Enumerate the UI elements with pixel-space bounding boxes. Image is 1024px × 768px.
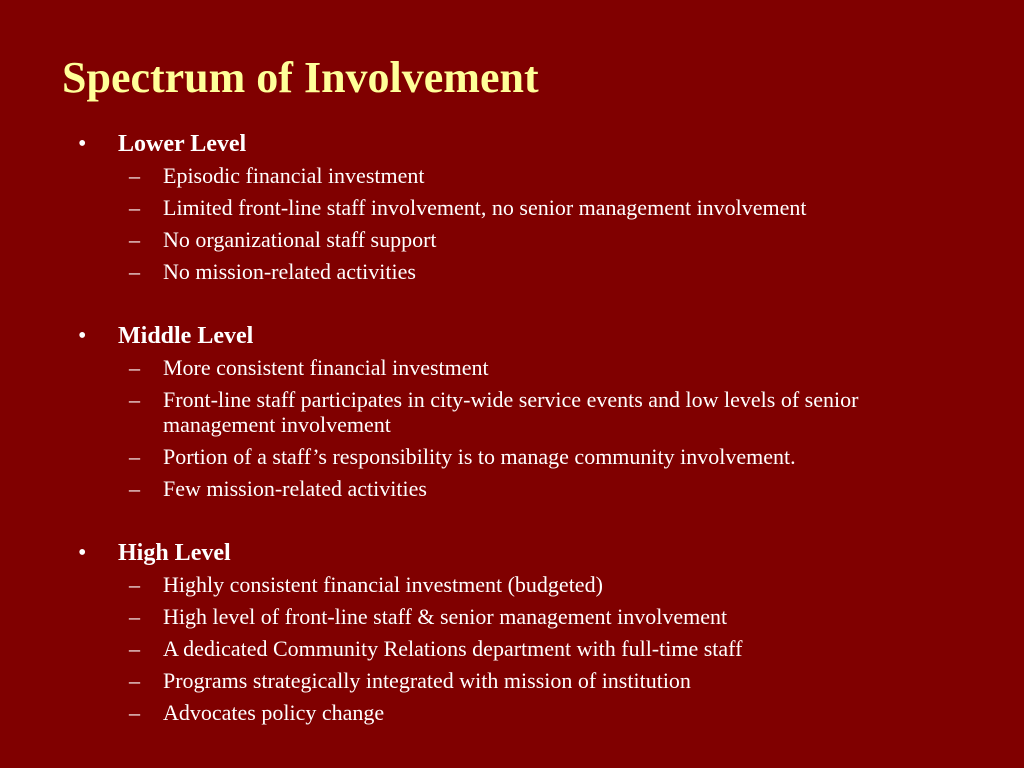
list-item-text: No organizational staff support	[163, 227, 437, 252]
dash-icon: –	[129, 476, 140, 501]
dash-icon: –	[129, 387, 140, 412]
list-item-text: Front-line staff participates in city-wide service events and low levels of senior management involvement	[163, 387, 859, 437]
list-item	[0, 665, 1024, 697]
list-item-text: Programs strategically integrated with mission of institution	[163, 668, 691, 693]
section-heading-text: Lower Level	[118, 131, 247, 157]
sub-list	[0, 569, 1024, 729]
bullet-icon: •	[78, 323, 87, 349]
list-item	[0, 160, 1024, 192]
bullet-icon: •	[78, 131, 87, 157]
section-high-level	[0, 537, 1024, 729]
list-item	[0, 224, 1024, 256]
list-item	[0, 697, 1024, 729]
section-heading	[0, 128, 1024, 160]
dash-icon: –	[129, 195, 140, 220]
list-item	[0, 601, 1024, 633]
list-item-text: Portion of a staff’s responsibility is to manage community involvement.	[163, 444, 796, 469]
section-lower-level	[0, 128, 1024, 288]
slide-content	[0, 128, 1024, 729]
list-item-text: High level of front-line staff & senior management involvement	[163, 604, 728, 629]
dash-icon: –	[129, 355, 140, 380]
dash-icon: –	[129, 636, 140, 661]
dash-icon: –	[129, 604, 140, 629]
list-item	[0, 473, 1024, 505]
dash-icon: –	[129, 572, 140, 597]
list-item	[0, 352, 1024, 384]
list-item-text: More consistent financial investment	[163, 355, 489, 380]
list-item-text: Limited front-line staff involvement, no senior management involvement	[163, 195, 807, 220]
list-item	[0, 192, 1024, 224]
list-item	[0, 256, 1024, 288]
section-middle-level	[0, 320, 1024, 505]
sub-list	[0, 352, 1024, 505]
list-item-text: Episodic financial investment	[163, 163, 425, 188]
sub-list	[0, 160, 1024, 288]
list-item-text: Few mission-related activities	[163, 476, 427, 501]
dash-icon: –	[129, 163, 140, 188]
section-heading	[0, 537, 1024, 569]
dash-icon: –	[129, 227, 140, 252]
list-item-text: Advocates policy change	[163, 700, 385, 725]
list-item-text: Highly consistent financial investment (budgeted)	[163, 572, 603, 597]
dash-icon: –	[129, 700, 140, 725]
dash-icon: –	[129, 259, 140, 284]
dash-icon: –	[129, 444, 140, 469]
list-item	[0, 441, 1024, 473]
list-item	[0, 633, 1024, 665]
bullet-icon: •	[78, 540, 87, 566]
list-item	[0, 384, 1024, 441]
list-item	[0, 569, 1024, 601]
section-heading-text: Middle Level	[118, 323, 254, 349]
section-heading	[0, 320, 1024, 352]
list-item-text: A dedicated Community Relations department with full-time staff	[163, 636, 743, 661]
section-heading-text: High Level	[118, 540, 231, 566]
slide-title: Spectrum of Involvement	[62, 53, 539, 102]
list-item-text: No mission-related activities	[163, 259, 416, 284]
dash-icon: –	[129, 668, 140, 693]
